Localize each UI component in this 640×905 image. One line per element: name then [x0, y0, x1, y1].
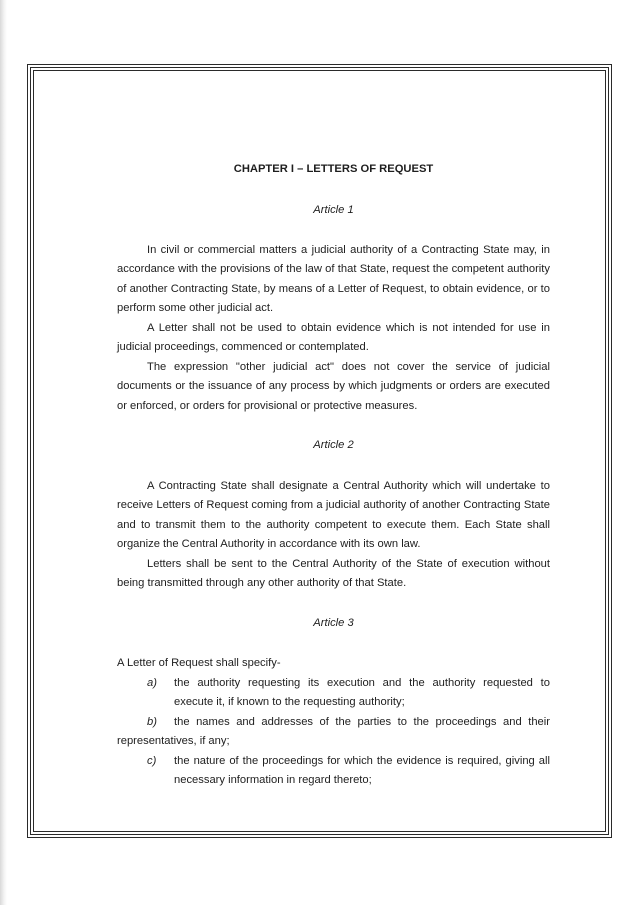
list-item-text: the names and addresses of the parties to the proceedings and their representatives, if any; [117, 715, 550, 747]
chapter-title: CHAPTER I – LETTERS OF REQUEST [233, 163, 434, 175]
list-item-label: a) [147, 676, 157, 689]
article-1-paragraph-2: A Letter shall not be used to obtain evidence which is not intended for use in judicial proceedings, commenced or contemplated. [117, 321, 550, 353]
article-1-paragraph-3: The expression "other judicial act" does not cover the service of judicial documents or the issuance of any process by which judgments or orders are executed or enforced, or orders for provisional or protective measures. [117, 360, 550, 412]
article-3-intro: A Letter of Request shall specify- [117, 657, 281, 669]
list-item-b [117, 713, 550, 752]
document-body [117, 160, 550, 791]
list-item-text: the authority requesting its execution and the authority requested to execute it, if known to the requesting authority; [174, 676, 550, 708]
article-2-paragraph-1: A Contracting State shall designate a Central Authority which will undertake to receive Letters of Request coming from a judicial authority of another Contracting State and to transmit them to the authority competent to execute them. Each State shall organize the Central Authority in accordance with its own law. [117, 479, 550, 550]
list-item-a [117, 674, 550, 713]
list-item-text: the nature of the proceedings for which the evidence is required, giving all necessary information in regard thereto; [174, 754, 550, 786]
list-item-label: b) [147, 715, 157, 728]
list-item-c [117, 752, 550, 791]
article-3-heading: Article 3 [313, 616, 354, 629]
list-item-label: c) [147, 754, 157, 767]
article-2-heading: Article 2 [313, 439, 354, 451]
article-2-paragraph-2: Letters shall be sent to the Central Authority of the State of execution without being transmitted through any other authority of that State. [117, 557, 550, 589]
article-1-paragraph-1: In civil or commercial matters a judicial authority of a Contracting State may, in accordance with the provisions of the law of that State, request the competent authority of another Contracting State, by means of a Letter of Request, to obtain evidence, or to perform some other judicial act. [117, 243, 550, 314]
scan-edge-shadow [0, 0, 7, 905]
article-1-heading: Article 1 [313, 204, 354, 216]
